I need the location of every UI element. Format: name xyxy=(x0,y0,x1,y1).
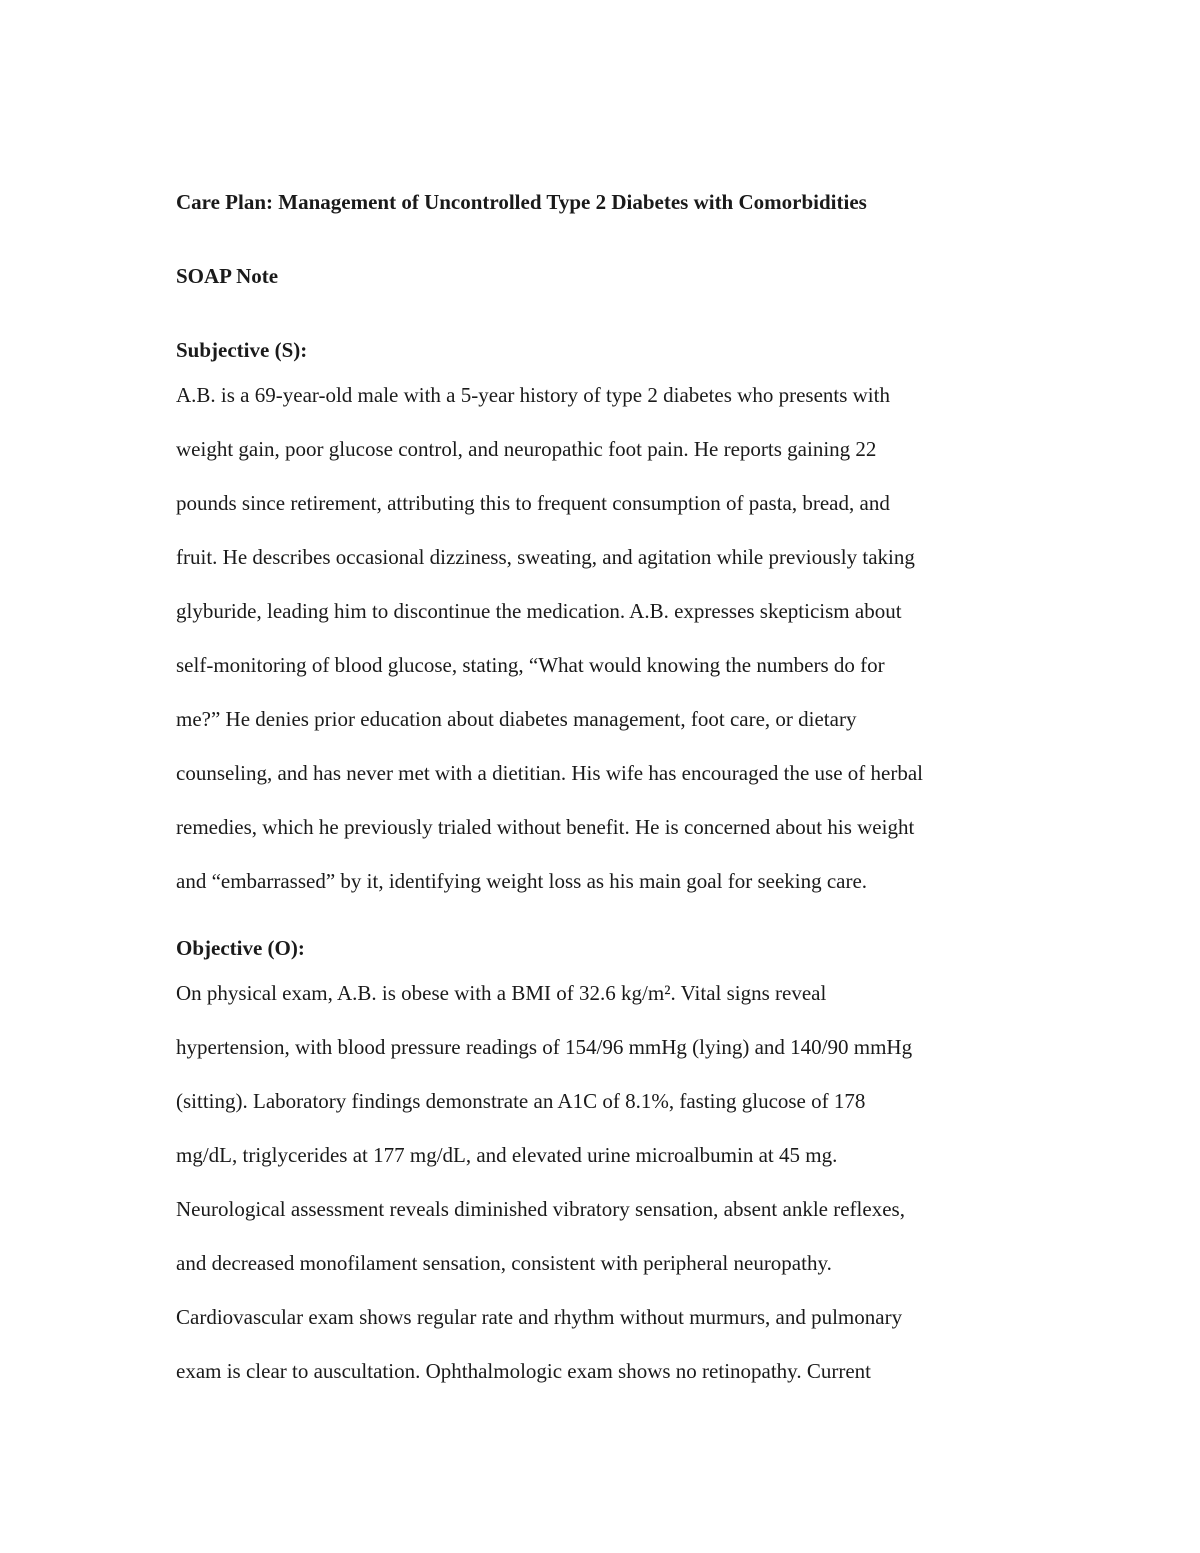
text-line: A.B. is a 69-year-old male with a 5-year history of type 2 diabetes who presents with xyxy=(176,383,890,407)
text-line: weight gain, poor glucose control, and neuropathic foot pain. He reports gaining 22 xyxy=(176,437,877,461)
text-line: mg/dL, triglycerides at 177 mg/dL, and elevated urine microalbumin at 45 mg. xyxy=(176,1143,838,1167)
text-line: exam is clear to auscultation. Ophthalmologic exam shows no retinopathy. Current xyxy=(176,1359,871,1383)
text-line: Neurological assessment reveals diminished vibratory sensation, absent ankle reflexes, xyxy=(176,1197,905,1221)
subjective-paragraph xyxy=(176,368,1024,908)
text-line: Cardiovascular exam shows regular rate and rhythm without murmurs, and pulmonary xyxy=(176,1305,903,1329)
text-line: (sitting). Laboratory findings demonstrate an A1C of 8.1%, fasting glucose of 178 xyxy=(176,1089,866,1113)
soap-note-heading: SOAP Note xyxy=(176,264,279,288)
document-title: Care Plan: Management of Uncontrolled Type 2 Diabetes with Comorbidities xyxy=(176,190,867,214)
text-line: remedies, which he previously trialed without benefit. He is concerned about his weight xyxy=(176,815,915,839)
document-body xyxy=(176,186,1024,1398)
objective-paragraph xyxy=(176,966,1024,1398)
text-line: On physical exam, A.B. is obese with a BMI of 32.6 kg/m². Vital signs reveal xyxy=(176,981,827,1005)
text-line: hypertension, with blood pressure readings of 154/96 mmHg (lying) and 140/90 mmHg xyxy=(176,1035,913,1059)
text-line: me?” He denies prior education about diabetes management, foot care, or dietary xyxy=(176,707,857,731)
text-line: fruit. He describes occasional dizziness, sweating, and agitation while previously taking xyxy=(176,545,915,569)
text-line: pounds since retirement, attributing this to frequent consumption of pasta, bread, and xyxy=(176,491,890,515)
text-line: and “embarrassed” by it, identifying weight loss as his main goal for seeking care. xyxy=(176,869,868,893)
objective-heading: Objective (O): xyxy=(176,936,305,960)
text-line: counseling, and has never met with a dietitian. His wife has encouraged the use of herbal xyxy=(176,761,924,785)
text-line: glyburide, leading him to discontinue the medication. A.B. expresses skepticism about xyxy=(176,599,902,623)
subjective-heading: Subjective (S): xyxy=(176,338,308,362)
text-line: self-monitoring of blood glucose, stating, “What would knowing the numbers do for xyxy=(176,653,885,677)
text-line: and decreased monofilament sensation, consistent with peripheral neuropathy. xyxy=(176,1251,832,1275)
